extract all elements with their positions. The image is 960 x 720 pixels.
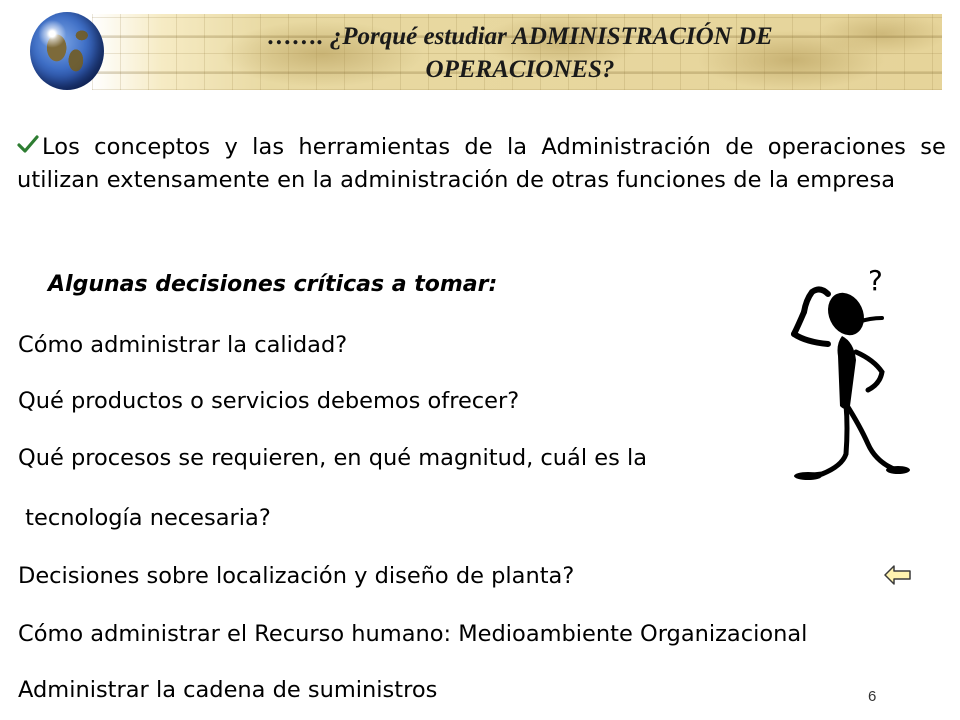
- list-item: Cómo administrar la calidad?: [18, 332, 348, 358]
- list-item: Qué productos o servicios debemos ofrecer?: [18, 388, 520, 414]
- checkmark-icon: [17, 131, 39, 164]
- section-subtitle: Algunas decisiones críticas a tomar:: [48, 272, 498, 297]
- back-arrow-icon: [884, 564, 912, 586]
- list-item: tecnología necesaria?: [18, 505, 271, 531]
- intro-text: Los conceptos y las herramientas de la Administración de operaciones se utilizan extensamente en la administración de otras funciones de la empresa: [17, 134, 946, 193]
- slide-title: ……. ¿Porqué estudiar ADMINISTRACIÓN DE OPERACIONES?: [267, 23, 773, 83]
- globe-icon: [30, 12, 104, 90]
- question-mark: ?: [868, 264, 883, 297]
- title-banner: [92, 14, 942, 90]
- list-item: Decisiones sobre localización y diseño de planta?: [18, 563, 575, 589]
- intro-paragraph: [17, 131, 946, 197]
- back-button[interactable]: [884, 564, 912, 586]
- list-item: Cómo administrar el Recurso humano: Medioambiente Organizacional: [18, 621, 808, 647]
- page-number: 6: [868, 688, 877, 705]
- list-item: Qué procesos se requieren, en qué magnitud, cuál es la: [18, 445, 648, 471]
- thinking-man-icon: [784, 256, 914, 486]
- list-item: Administrar la cadena de suministros: [18, 677, 438, 703]
